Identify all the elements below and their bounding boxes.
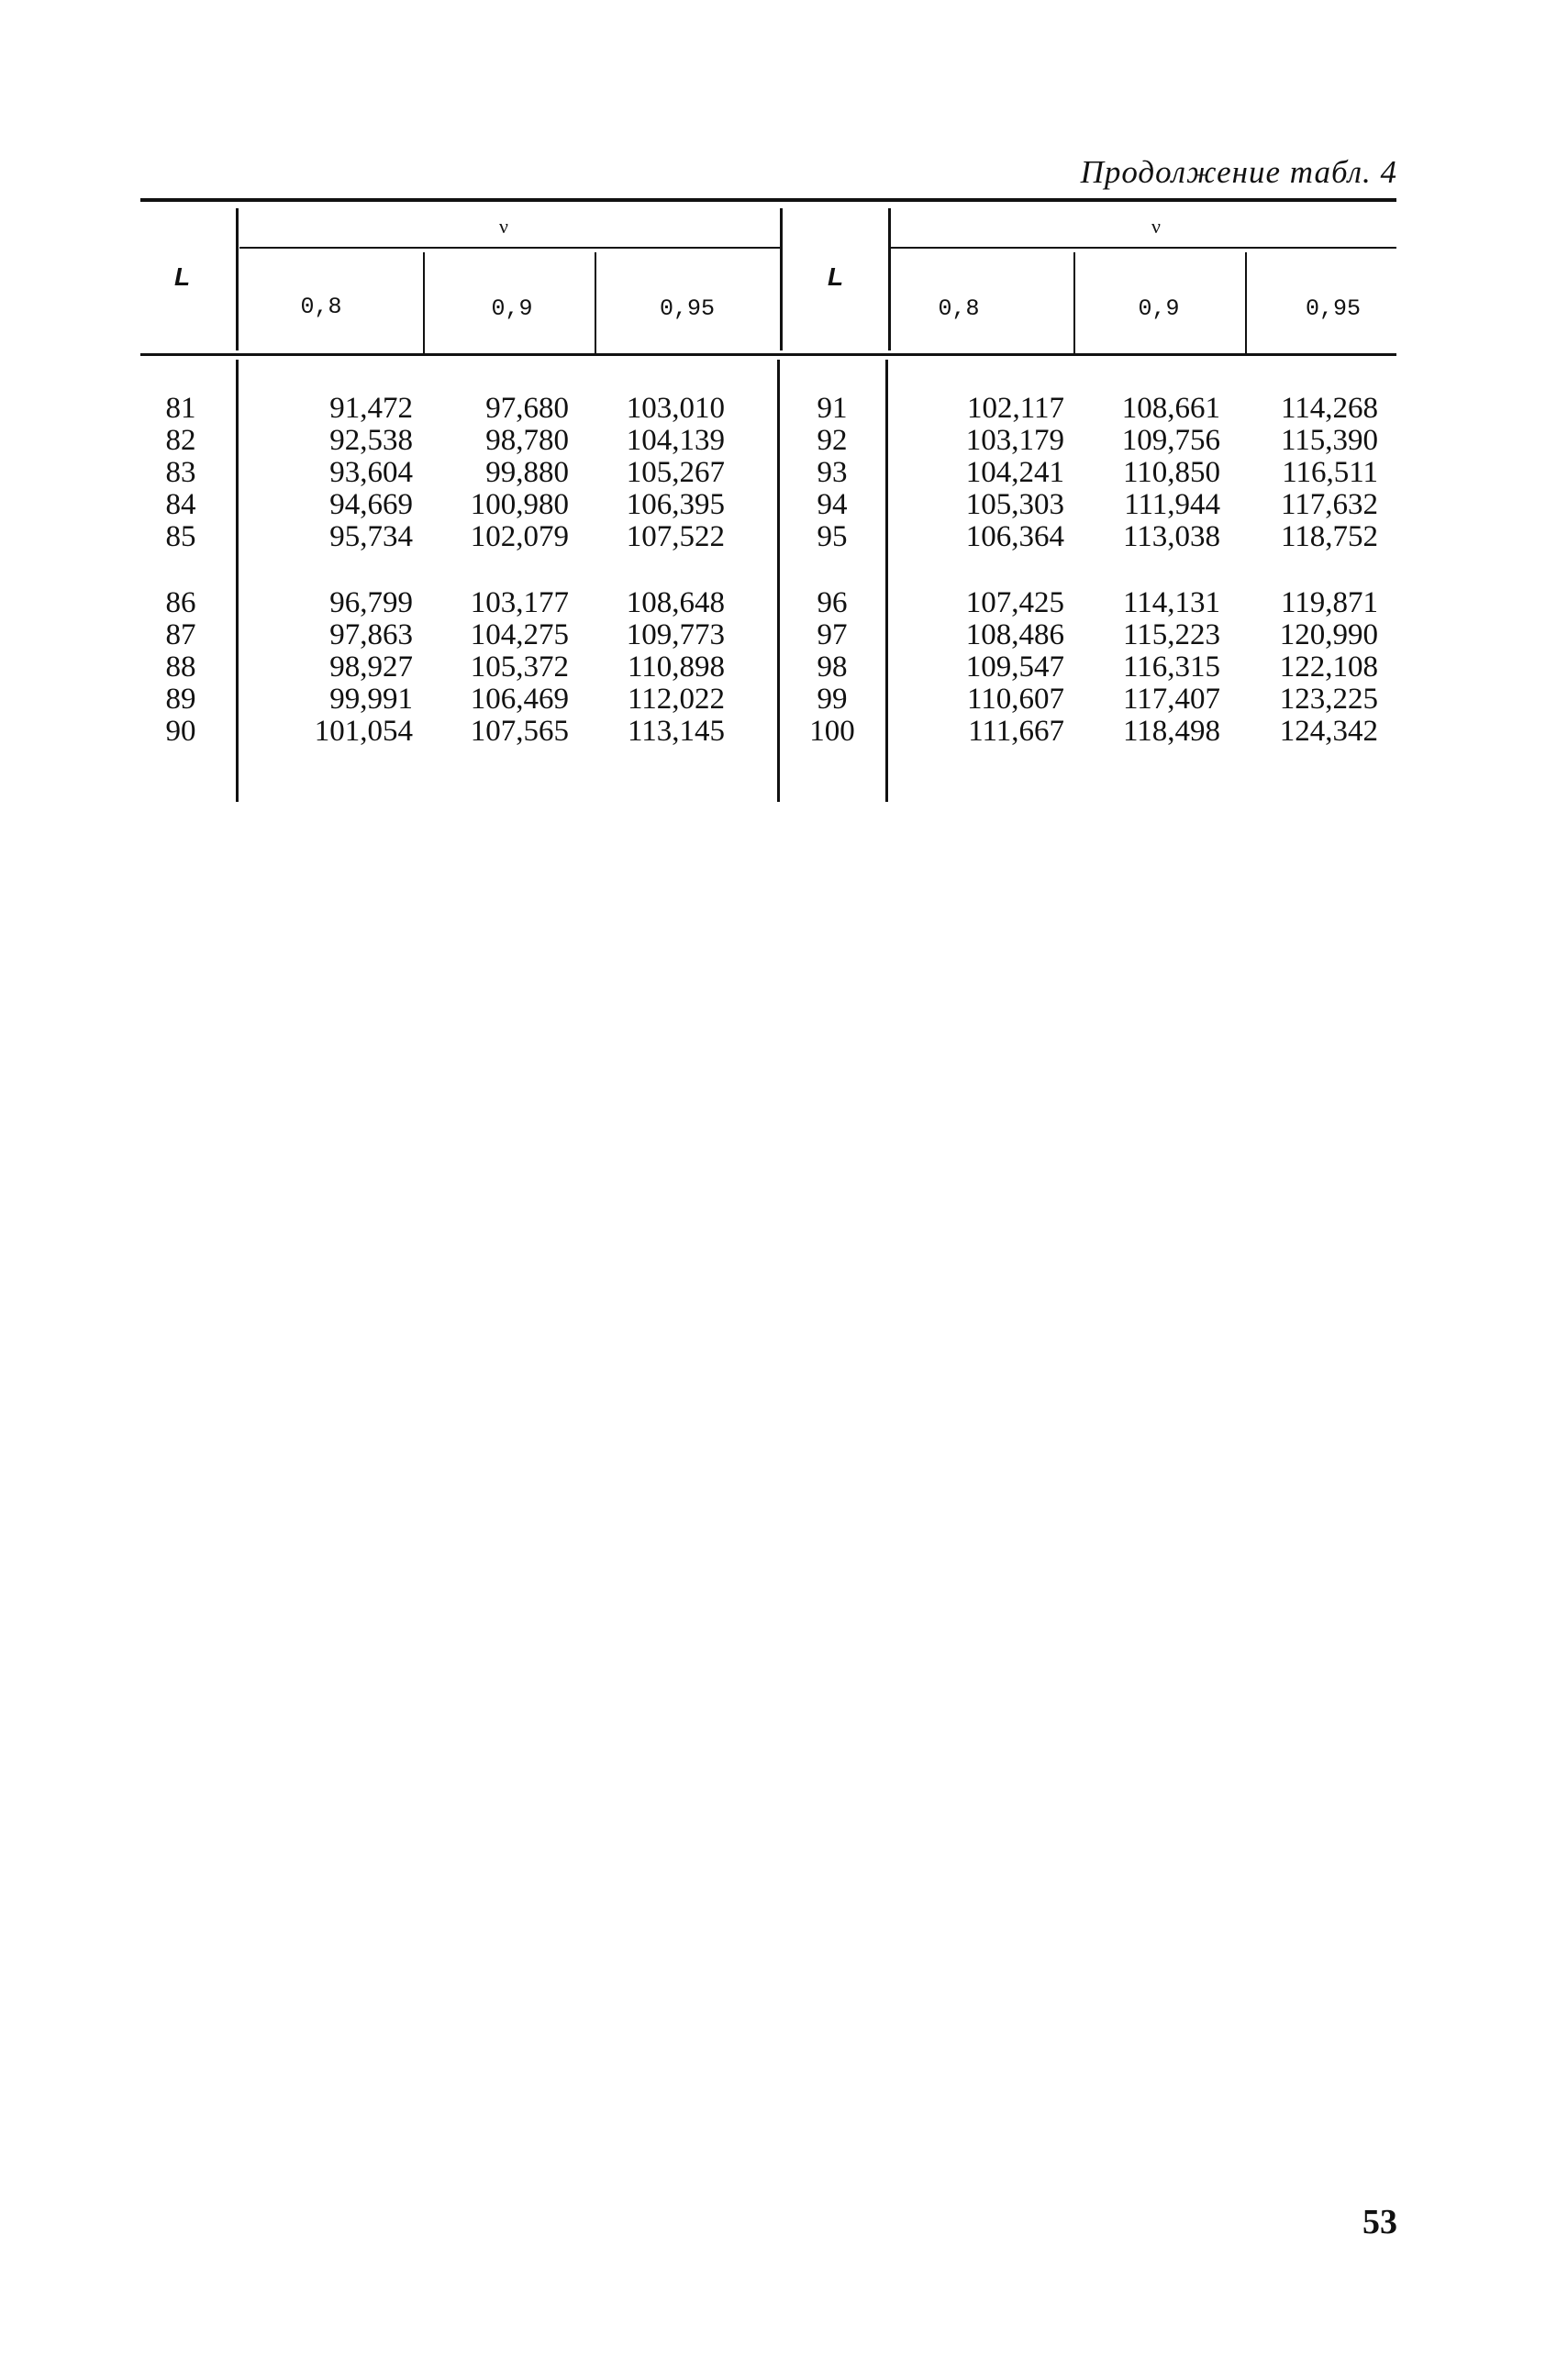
table-cell: 114,131 (1122, 586, 1220, 619)
table-cell: 108,661 (1121, 392, 1220, 425)
table-cell: 122,108 (1279, 650, 1378, 684)
table-cell: 109,773 (626, 618, 725, 651)
table-cell: 113,145 (627, 715, 725, 748)
table-cell: 110,607 (966, 683, 1064, 716)
header-col-left-0: 0,8 (300, 294, 342, 320)
group-header-rule-left (239, 247, 780, 249)
table-cell: 107,522 (626, 520, 725, 553)
table-cell: 103,177 (470, 586, 569, 619)
row-label-L: 97 (817, 618, 848, 651)
table-cell: 93,604 (329, 456, 413, 489)
table-cell: 94,669 (329, 488, 413, 521)
header-col-right-1: 0,9 (1138, 295, 1180, 322)
table-cell: 109,547 (965, 650, 1064, 684)
row-label-L: 82 (165, 424, 196, 457)
table-cell: 114,268 (1280, 392, 1378, 425)
row-label-L: 84 (165, 488, 196, 521)
table-caption: Продолжение табл. 4 (1080, 154, 1397, 190)
row-label-L: 86 (165, 586, 196, 619)
table-cell: 115,390 (1280, 424, 1378, 457)
row-label-L: 88 (165, 650, 196, 684)
table-cell: 108,486 (965, 618, 1064, 651)
table-cell: 117,632 (1280, 488, 1378, 521)
vrule-right-col1 (1073, 252, 1075, 353)
table-cell: 98,927 (329, 650, 413, 684)
table-cell: 120,990 (1279, 618, 1378, 651)
table-cell: 105,372 (470, 650, 569, 684)
header-nu-left: ν (499, 215, 508, 238)
table-cell: 123,225 (1279, 683, 1378, 716)
table-cell: 103,179 (965, 424, 1064, 457)
table-cell: 106,469 (470, 683, 569, 716)
header-bottom-rule (140, 353, 1396, 356)
table-cell: 100,980 (470, 488, 569, 521)
table-cell: 111,667 (968, 715, 1064, 748)
table-cell: 103,010 (626, 392, 725, 425)
table-cell: 118,752 (1280, 520, 1378, 553)
vrule-middle-header (780, 208, 783, 350)
header-nu-right: ν (1151, 215, 1161, 238)
table-cell: 98,780 (485, 424, 569, 457)
row-label-L: 93 (817, 456, 848, 489)
header-col-right-2: 0,95 (1305, 295, 1361, 322)
table-cell: 119,871 (1280, 586, 1378, 619)
table-cell: 91,472 (329, 392, 413, 425)
vrule-right-L (888, 208, 891, 350)
vrule-right-col2 (1245, 252, 1247, 353)
header-L-right: L (828, 262, 844, 291)
row-label-L: 99 (817, 683, 848, 716)
table-cell: 97,863 (329, 618, 413, 651)
row-label-L: 98 (817, 650, 848, 684)
table-cell: 99,991 (329, 683, 413, 716)
table-cell: 108,648 (626, 586, 725, 619)
table-cell: 116,315 (1122, 650, 1220, 684)
header-col-left-2: 0,95 (659, 295, 715, 322)
row-label-L: 100 (809, 715, 855, 748)
row-label-L: 94 (817, 488, 848, 521)
table-cell: 106,395 (626, 488, 725, 521)
header-L-left: L (174, 262, 191, 291)
header-col-left-1: 0,9 (491, 295, 533, 322)
row-label-L: 95 (817, 520, 848, 553)
table-cell: 109,756 (1121, 424, 1220, 457)
row-label-L: 85 (165, 520, 196, 553)
table-cell: 105,303 (965, 488, 1064, 521)
table-cell: 102,079 (470, 520, 569, 553)
table-cell: 101,054 (314, 715, 413, 748)
top-rule (140, 198, 1396, 202)
row-label-L: 96 (817, 586, 848, 619)
table-cell: 107,425 (965, 586, 1064, 619)
vrule-middle-body (777, 360, 780, 802)
vrule-left-body (236, 360, 239, 802)
table-cell: 99,880 (485, 456, 569, 489)
table-cell: 104,139 (626, 424, 725, 457)
table-cell: 110,850 (1122, 456, 1220, 489)
table-cell: 92,538 (329, 424, 413, 457)
page-number: 53 (1362, 2203, 1397, 2241)
table-cell: 97,680 (485, 392, 569, 425)
header-col-right-0: 0,8 (938, 295, 980, 322)
table-cell: 112,022 (627, 683, 725, 716)
vrule-left-L (236, 208, 239, 350)
table-cell: 96,799 (329, 586, 413, 619)
row-label-L: 83 (165, 456, 196, 489)
table-cell: 104,241 (965, 456, 1064, 489)
table-cell: 107,565 (470, 715, 569, 748)
vrule-left-col1 (423, 252, 425, 353)
table-cell: 113,038 (1122, 520, 1220, 553)
vrule-left-col2 (595, 252, 596, 353)
table-cell: 105,267 (626, 456, 725, 489)
row-label-L: 92 (817, 424, 848, 457)
row-label-L: 81 (165, 392, 196, 425)
table-cell: 116,511 (1282, 456, 1378, 489)
group-header-rule-right (890, 247, 1396, 249)
vrule-right-body (885, 360, 888, 802)
table-cell: 102,117 (966, 392, 1064, 425)
table-cell: 110,898 (627, 650, 725, 684)
table-cell: 104,275 (470, 618, 569, 651)
row-label-L: 89 (165, 683, 196, 716)
row-label-L: 90 (165, 715, 196, 748)
table-cell: 106,364 (965, 520, 1064, 553)
table-cell: 124,342 (1279, 715, 1378, 748)
table-cell: 111,944 (1124, 488, 1220, 521)
row-label-L: 91 (817, 392, 848, 425)
row-label-L: 87 (165, 618, 196, 651)
table-cell: 95,734 (329, 520, 413, 553)
table-cell: 115,223 (1122, 618, 1220, 651)
table-cell: 117,407 (1122, 683, 1220, 716)
table-cell: 118,498 (1122, 715, 1220, 748)
